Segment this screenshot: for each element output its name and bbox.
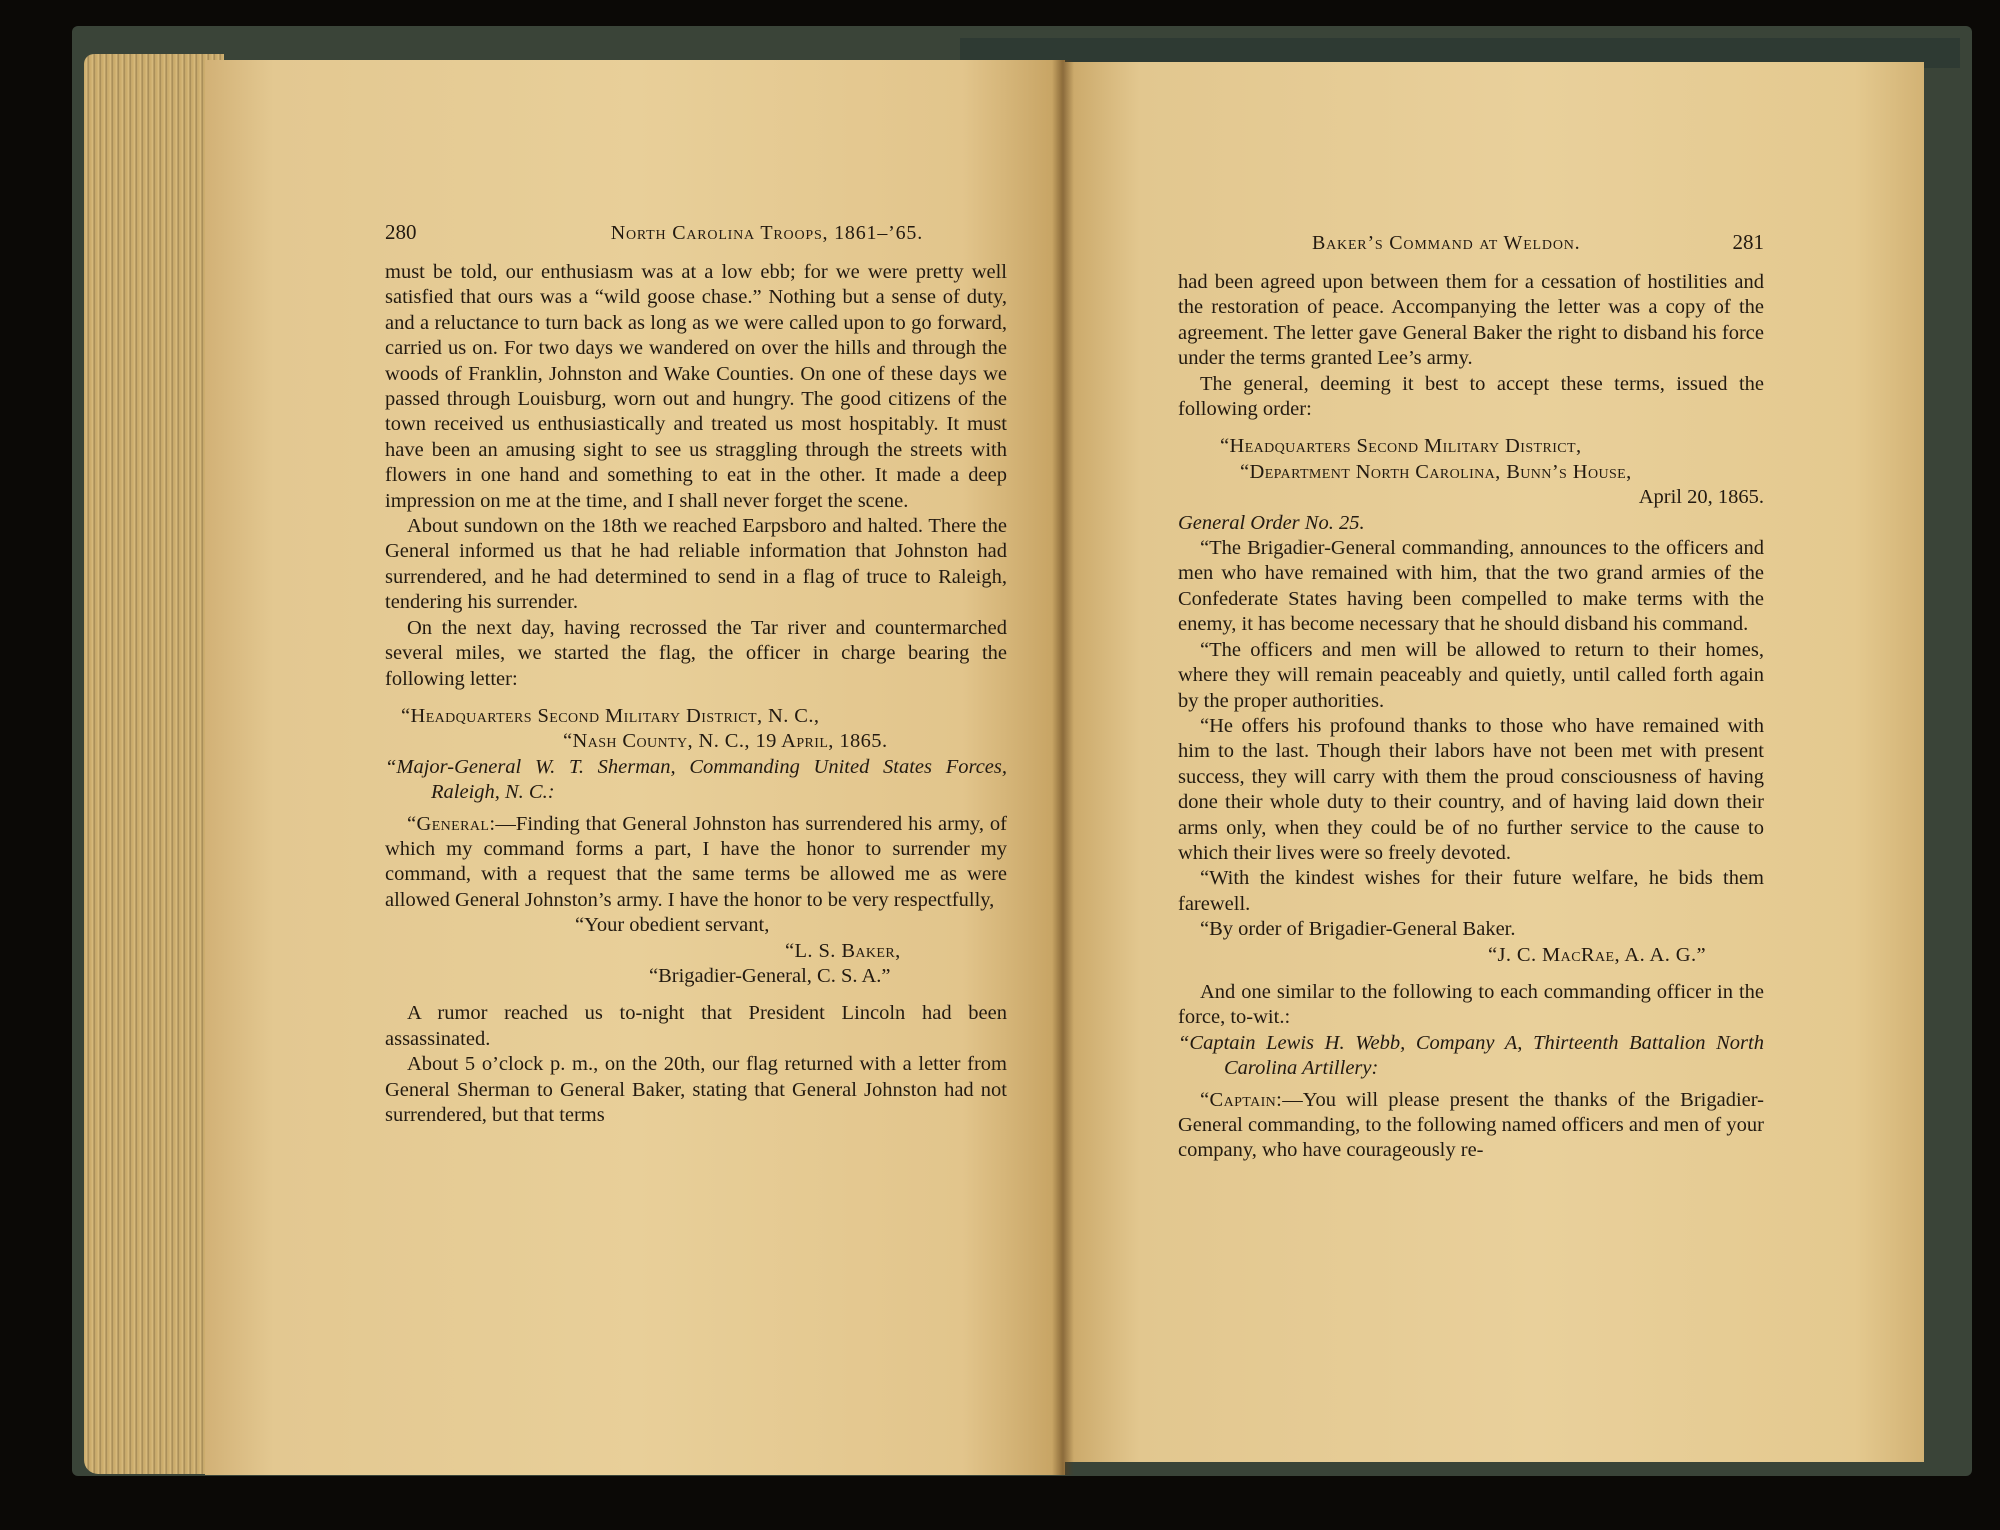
page-number: 280 (385, 220, 417, 244)
letter-text: —You will please present the thanks of the Brigadier-General commanding, to the following named officers and men of your company, who have courageously re- (1178, 1088, 1764, 1162)
order-paragraph: “He offers his profound thanks to those who have remained with him to the last. Though their labors have not been met with present success, they will carry with them the proud consciousness of having done their whole duty to their country, and of having laid down their arms only, when they could be of no further service to the cause to which their lives were so freely devoted. (1178, 714, 1764, 864)
letter-closing: “Your obedient servant, (575, 914, 770, 937)
left-page-header (385, 220, 1007, 252)
letter-heading: “Nash County, N. C., 19 April, 1865. (563, 730, 888, 753)
letter-addressee: “Captain Lewis H. Webb, Company A, Thirteenth Battalion North Carolina Artillery: (1178, 1031, 1764, 1080)
signature-title: “Brigadier-General, C. S. A.” (649, 964, 891, 987)
order-paragraph: “The Brigadier-General commanding, announces to the officers and men who have remained with him, that the two grand armies of the Confederate States having been compelled to make terms with the enemy, it has become necessary that he should disband his command. (1178, 537, 1764, 636)
paragraph: About 5 o’clock p. m., on the 20th, our flag returned with a letter from General Sherman to General Baker, stating that General Johnston had not surrendered, but that terms (385, 1053, 1007, 1126)
page-edges (84, 54, 224, 1474)
letter-salutation: “General: (407, 812, 496, 835)
letter-text: —Finding that General Johnston has surrendered his army, of which my command forms a part, I have the honor to surrender my command, with a request that the same terms be allowed me as were allowed General Johnston’s army. I have the honor to be very respectfully, (385, 812, 1007, 911)
right-page-body (1178, 270, 1764, 1164)
order-paragraph: “The officers and men will be allowed to return to their homes, where they will remain peaceably and quietly, until called forth again by the proper authorities. (1178, 638, 1764, 712)
order-heading: “Department North Carolina, Bunn’s House, (1240, 460, 1632, 483)
left-page-body (385, 260, 1007, 1128)
order-paragraph: “By order of Brigadier-General Baker. (1200, 918, 1516, 941)
order-signature: “J. C. MacRae, A. A. G.” (1488, 943, 1706, 966)
letter-body (385, 812, 1007, 914)
order-date: April 20, 1865. (1638, 486, 1764, 509)
order-title: General Order No. 25. (1178, 511, 1365, 534)
order-heading: “Headquarters Second Military District, (1220, 435, 1582, 458)
book-gutter (1052, 60, 1074, 1475)
paragraph: A rumor reached us to-night that President Lincoln had been assassinated. (385, 1002, 1007, 1050)
paragraph: must be told, our enthusiasm was at a low ebb; for we were pretty well satisfied that ours was a “wild goose chase.” Nothing but a sense of duty, and a reluctance to turn back as long as we were called upon to go forward, carried us on. For two days we wandered on over the hills and through the woods of Franklin, Johnston and Wake Counties. On one of these days we passed through Louisburg, worn out and hungry. The good citizens of the town received us enthusiastically and treated us most hospitably. It must have been an amusing sight to see us straggling through the streets with flowers in one hand and something to eat in the other. It made a deep impression on me at the time, and I shall never forget the scene. (385, 261, 1007, 512)
left-page (205, 60, 1065, 1475)
paragraph: had been agreed upon between them for a cessation of hostilities and the restoration of peace. Accompanying the letter was a copy of the agreement. The letter gave General Baker the right to disband his force under the terms granted Lee’s army. (1178, 271, 1764, 370)
letter-body (1178, 1088, 1764, 1164)
letter-addressee: “Major-General W. T. Sherman, Commanding United States Forces, Raleigh, N. C.: (385, 755, 1007, 804)
letter-salutation: “Captain: (1200, 1088, 1283, 1111)
paragraph: And one similar to the following to each commanding officer in the force, to-wit.: (1178, 980, 1764, 1029)
letter-heading: “Headquarters Second Military District, N. C., (401, 704, 820, 727)
paragraph: On the next day, having recrossed the Tar river and countermarched several miles, we started the flag, the officer in charge bearing the following letter: (385, 616, 1007, 690)
page-number: 281 (1732, 230, 1764, 254)
paragraph: About sundown on the 18th we reached Earpsboro and halted. There the General informed us that he had reliable information that Johnston had surrendered, and he had determined to send in a flag of truce to Raleigh, tendering his surrender. (385, 515, 1007, 614)
signature-name: “L. S. Baker, (785, 939, 901, 962)
order-paragraph: “With the kindest wishes for their future welfare, he bids them farewell. (1178, 867, 1764, 915)
paragraph: The general, deeming it best to accept these terms, issued the following order: (1178, 372, 1764, 421)
right-page (1062, 62, 1924, 1462)
running-title: Baker’s Command at Weldon. (1312, 232, 1581, 254)
right-page-header (1178, 230, 1764, 262)
running-title: North Carolina Troops, 1861–’65. (610, 222, 923, 244)
